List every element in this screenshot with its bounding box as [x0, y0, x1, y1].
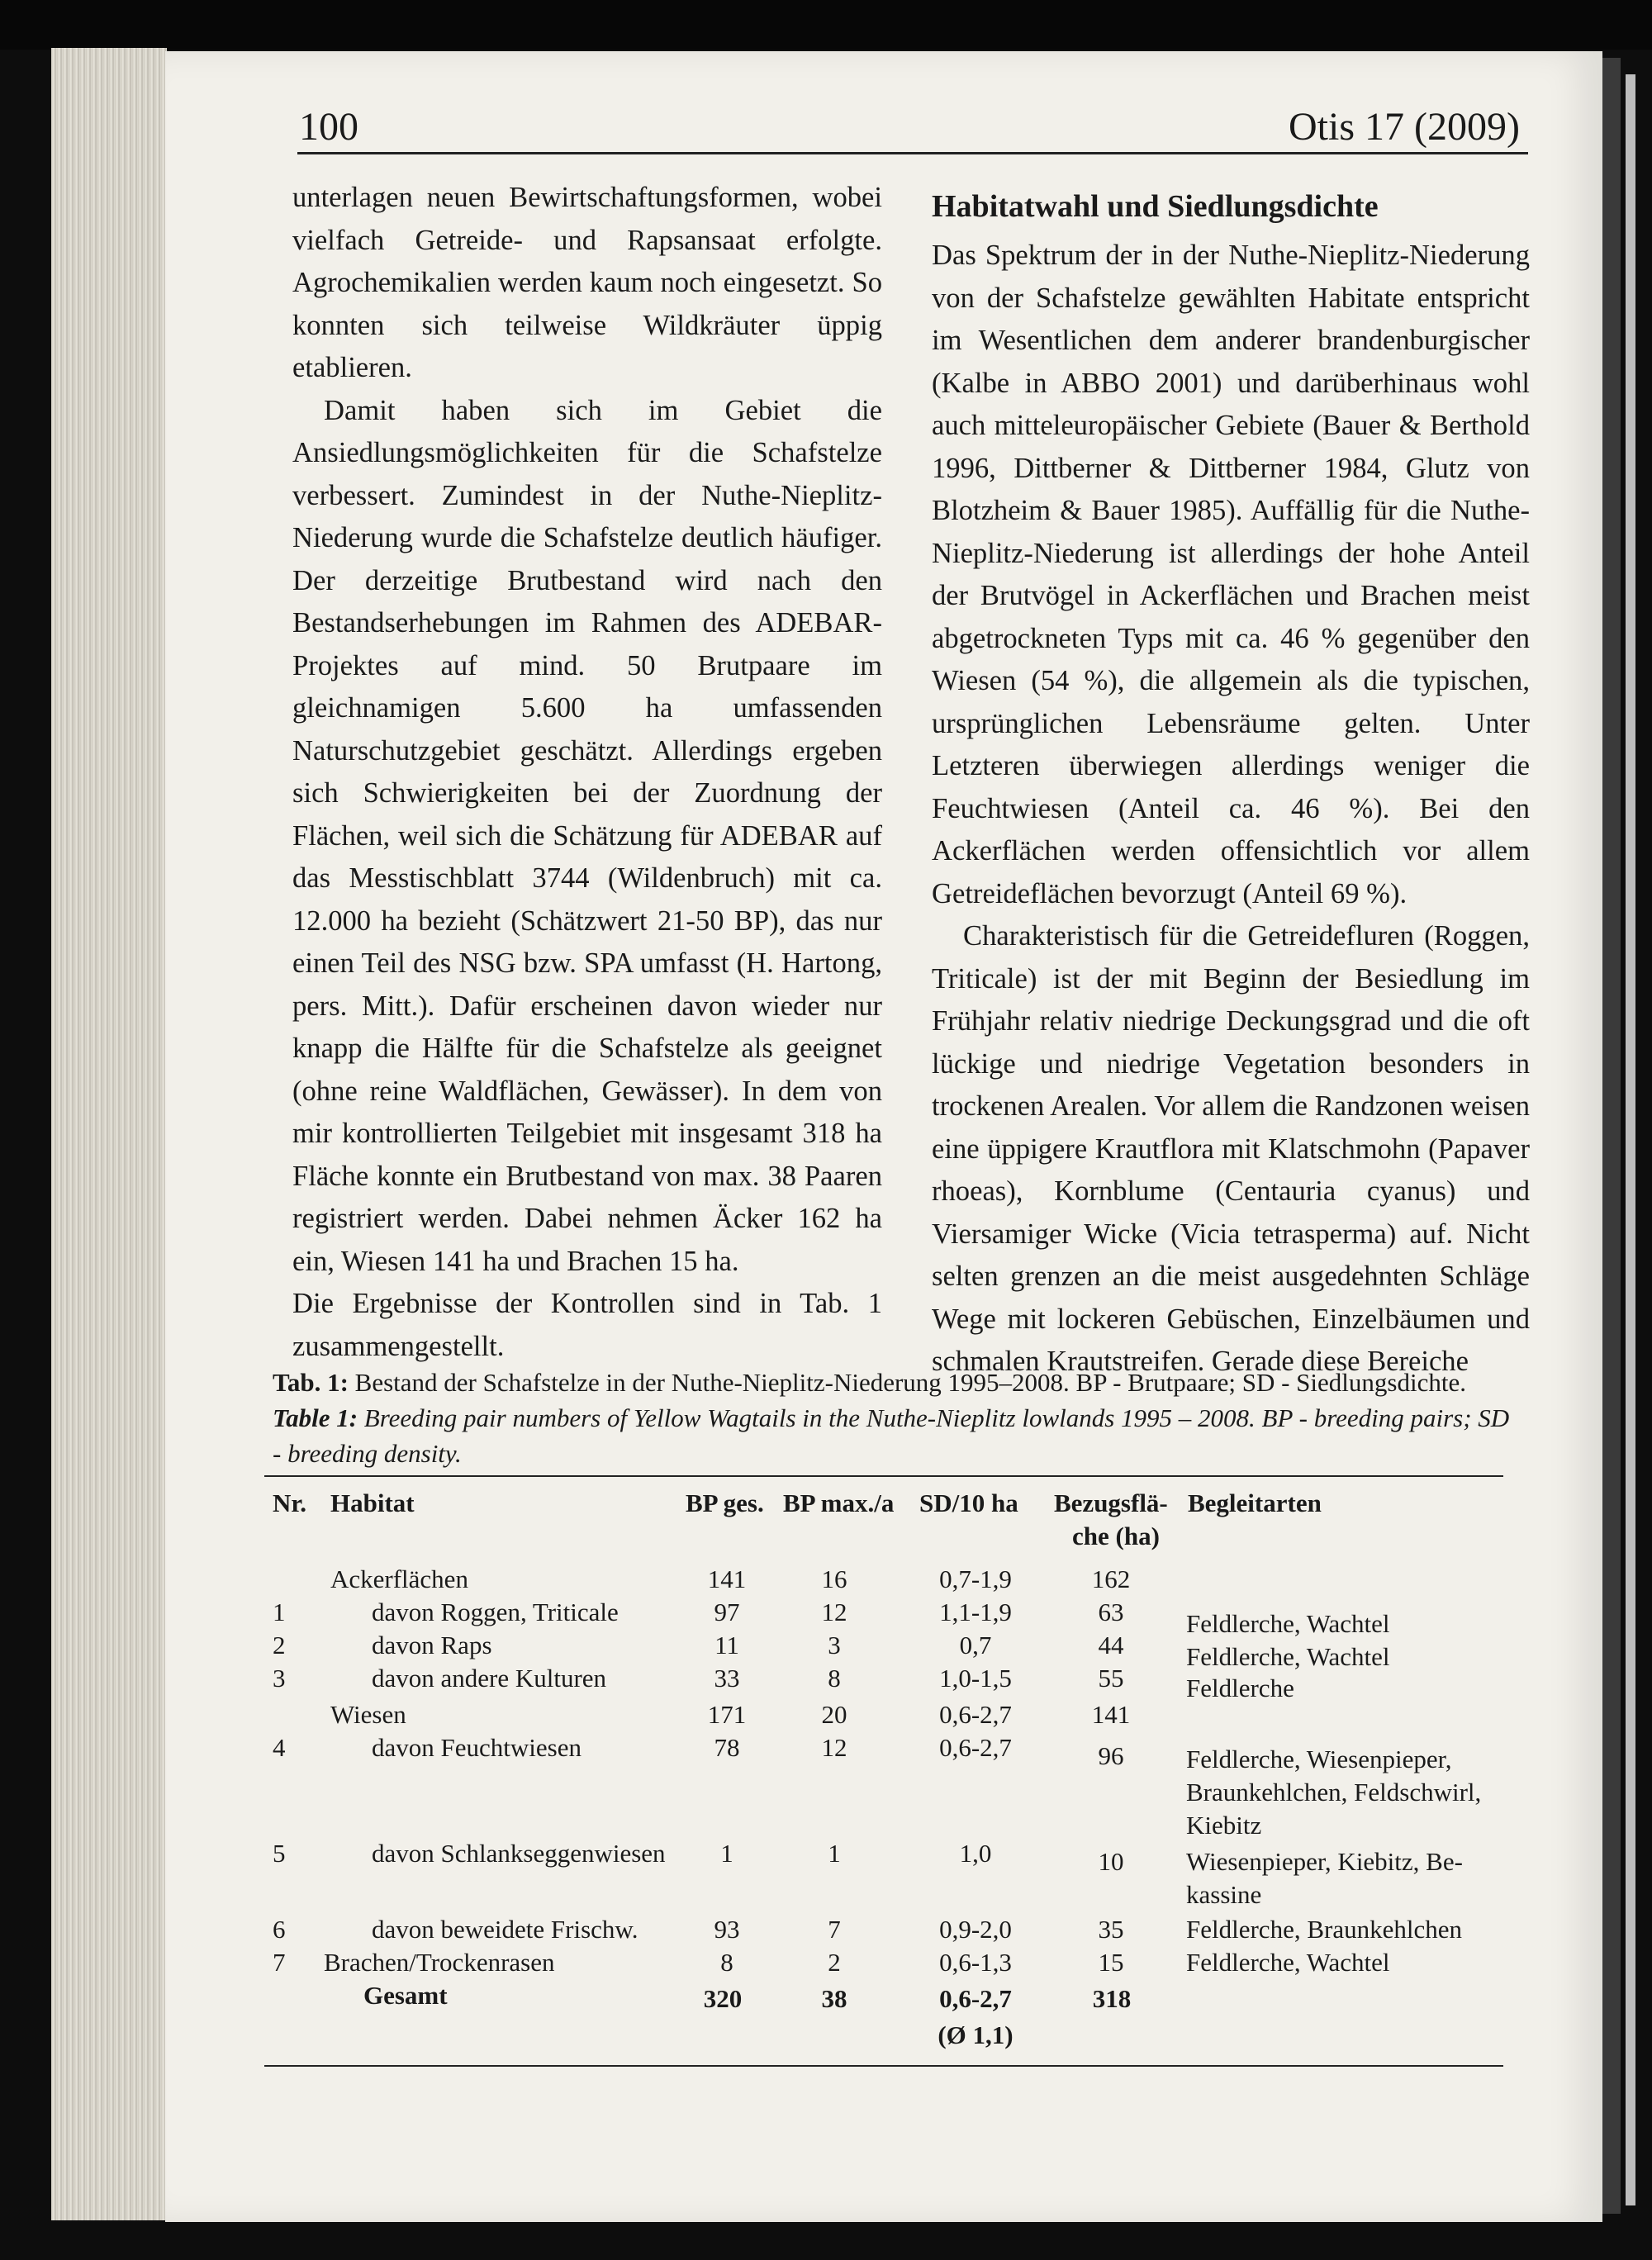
total-sd: 0,6-2,7 [939, 1984, 1012, 2013]
row-3-habitat: davon andere Kulturen [372, 1664, 607, 1693]
row-6-bp-max: 7 [828, 1915, 841, 1944]
total-area: 318 [1092, 1984, 1132, 2013]
row-acker-habitat: Ackerflächen [330, 1564, 468, 1593]
row-acker-area: 162 [1091, 1564, 1131, 1593]
left-paragraph-3: Die Ergebnisse der Kontrollen sind in Tab. 1 zusammengestellt. [292, 1288, 882, 1362]
row-4-species-line1: Feldlerche, Wiesenpieper, [1186, 1745, 1452, 1773]
row-2-species: Feldlerche, Wachtel [1186, 1642, 1390, 1671]
row-6-sd: 0,9-2,0 [939, 1915, 1012, 1944]
row-1-nr: 1 [273, 1598, 286, 1626]
header-bp-max: BP max./a [783, 1488, 895, 1517]
right-paragraph-1: Das Spektrum der in der Nuthe-Nieplitz-Niederung von der Schafstelze gewählten Habitate entspricht im Wesentlichen dem anderer brandenburgischer (Kalbe in ABBO 2001) und darüberhinaus wohl auch mitteleuropäischer Gebiete (Bauer & Berthold 1996, Dittberner & Dittberner 1984, Glutz von Blotzheim & Bauer 1985). Auffällig für die Nuthe-Nieplitz-Niederung ist allerdings der hohe Anteil der Brutvögel in Ackerflächen und Brachen meist abgetrockneten Typs mit ca. 46 % gegenüber den Wiesen (54 %), die allgemein als die typischen, ursprünglichen Lebensräume gelten. Unter Letzteren überwiegen allerdings weniger die Feuchtwiesen (Anteil ca. 46 %). Bei den Ackerflächen werden offensichtlich vor allem Getreideflächen bevorzugt (Anteil 69 %). [932, 240, 1530, 909]
total-label: Gesamt [363, 1981, 448, 2010]
row-4-sd: 0,6-2,7 [939, 1733, 1012, 1762]
row-3-bp-max: 8 [828, 1664, 841, 1693]
page-stack-edges [51, 48, 167, 2220]
row-5-bp-ges: 1 [720, 1839, 733, 1868]
row-5-bp-max: 1 [828, 1839, 841, 1868]
header-rule [297, 152, 1528, 154]
row-1-sd: 1,1-1,9 [939, 1598, 1012, 1626]
row-4-area: 96 [1098, 1741, 1124, 1770]
row-acker-sd: 0,7-1,9 [939, 1564, 1012, 1593]
row-2-nr: 2 [273, 1631, 286, 1659]
row-7-bp-max: 2 [828, 1948, 841, 1977]
row-5-area: 10 [1098, 1847, 1124, 1876]
header-nr: Nr. [273, 1488, 307, 1517]
row-6-habitat: davon beweidete Frischw. [372, 1915, 638, 1944]
binding-shadow [1602, 58, 1621, 2214]
row-6-area: 35 [1098, 1915, 1124, 1944]
header-species: Begleitarten [1188, 1488, 1322, 1517]
row-4-bp-max: 12 [821, 1733, 847, 1762]
row-1-bp-max: 12 [821, 1598, 847, 1626]
total-bp-max: 38 [821, 1984, 847, 2013]
row-7-habitat: Brachen/Trockenrasen [324, 1948, 555, 1977]
header-sd: SD/10 ha [919, 1488, 1018, 1517]
row-2-bp-max: 3 [828, 1631, 841, 1659]
caption-german [273, 1365, 1512, 1400]
row-wiesen-bp-ges: 171 [707, 1700, 747, 1729]
caption-english-label: Table 1: [273, 1403, 358, 1432]
row-6-bp-ges: 93 [714, 1915, 740, 1944]
row-wiesen-habitat: Wiesen [330, 1700, 406, 1729]
header-habitat: Habitat [330, 1488, 415, 1517]
book-top-shadow [0, 0, 1652, 50]
row-1-habitat: davon Roggen, Triticale [372, 1598, 619, 1626]
row-1-area: 63 [1098, 1598, 1124, 1626]
row-7-sd: 0,6-1,3 [939, 1948, 1012, 1977]
table-top-rule [264, 1475, 1503, 1477]
row-2-bp-ges: 11 [714, 1631, 739, 1659]
row-7-species: Feldlerche, Wachtel [1186, 1948, 1390, 1977]
row-7-area: 15 [1098, 1948, 1124, 1977]
page-number: 100 [299, 105, 358, 149]
row-2-area: 44 [1098, 1631, 1124, 1659]
header-area-line1: Bezugsflä- [1054, 1488, 1168, 1517]
total-bp-ges: 320 [703, 1984, 743, 2013]
row-1-bp-ges: 97 [714, 1598, 740, 1626]
right-column [932, 177, 1530, 1384]
row-3-sd: 1,0-1,5 [939, 1664, 1012, 1693]
section-heading: Habitatwahl und Siedlungsdichte [932, 189, 1379, 224]
row-5-species-line2: kassine [1186, 1880, 1262, 1909]
right-paragraph-2: Charakteristisch für die Getreidefluren (Roggen, Triticale) ist der mit Beginn der Besiedlung im Frühjahr relativ niedrige Deckungsgrad und die oft lückige und niedrige Vegetation besonders in trockenen Arealen. Vor allem die Randzonen weisen eine üppigere Krautflora mit Klatschmohn (Papaver rhoeas), Kornblume (Centauria cyanus) und Viersamiger Wicke (Vicia tetrasperma) auf. Nicht selten grenzen an die meist ausgedehnten Schläge Wege mit lockeren Gebüschen, Einzelbäumen und schmalen Krautstreifen. Gerade diese Bereiche [932, 920, 1530, 1377]
row-4-nr: 4 [273, 1733, 286, 1762]
left-column [292, 177, 882, 1368]
left-paragraph-2: Damit haben sich im Gebiet die Ansiedlungsmöglichkeiten für die Schafstelze verbessert. Zumindest in der Nuthe-Nieplitz-Niederung wurde die Schafstelze deutlich häufiger. Der derzeitige Brutbestand wird nach den Bestandserhebungen im Rahmen des ADEBAR-Projektes auf mind. 50 Brutpaare im gleichnamigen 5.600 ha umfassenden Naturschutzgebiet geschätzt. Allerdings ergeben sich Schwierigkeiten bei der Zuordnung der Flächen, weil sich die Schätzung für ADEBAR auf das Messtischblatt 3744 (Wildenbruch) mit ca. 12.000 ha bezieht (Schätzwert 21-50 BP), das nur einen Teil des NSG bzw. SPA umfasst (H. Hartong, pers. Mitt.). Dafür erscheinen davon wieder nur knapp die Hälfte für die Schafstelze als geeignet (ohne reine Waldflächen, Gewässer). In dem von mir kontrollierten Teilgebiet mit insgesamt 318 ha Fläche konnte ein Brutbestand von max. 38 Paaren registriert werden. Dabei nehmen Äcker 162 ha ein, Wiesen 141 ha und Brachen 15 ha. [292, 394, 882, 1277]
caption-english [273, 1400, 1512, 1471]
row-acker-bp-max: 16 [821, 1564, 847, 1593]
row-5-species-line1: Wiesenpieper, Kiebitz, Be- [1186, 1847, 1463, 1876]
row-4-species-line3: Kiebitz [1186, 1811, 1262, 1840]
row-4-species-line2: Braunkehlchen, Feldschwirl, [1186, 1778, 1482, 1807]
total-sd-mean: (Ø 1,1) [938, 2020, 1014, 2049]
row-6-nr: 6 [273, 1915, 286, 1944]
header-bp-ges: BP ges. [686, 1488, 764, 1517]
table-caption [273, 1365, 1512, 1471]
row-3-area: 55 [1098, 1664, 1124, 1693]
left-paragraph-1: unterlagen neuen Bewirtschaftungsformen, wobei vielfach Getreide- und Rapsansaat erfolgte. Agrochemikalien werden kaum noch eingesetzt. So konnten sich teilweise Wildkräuter üppig etablieren. [292, 182, 882, 383]
row-7-nr: 7 [273, 1948, 286, 1977]
journal-citation: Otis 17 (2009) [1289, 105, 1520, 149]
row-wiesen-area: 141 [1091, 1700, 1131, 1729]
row-acker-bp-ges: 141 [707, 1564, 747, 1593]
caption-english-text: Breeding pair numbers of Yellow Wagtails in the Nuthe-Nieplitz lowlands 1995 – 2008. BP - breeding pairs; SD - breeding density. [273, 1403, 1510, 1468]
row-2-sd: 0,7 [959, 1631, 992, 1659]
row-3-bp-ges: 33 [714, 1664, 740, 1693]
row-3-species: Feldlerche [1186, 1674, 1294, 1702]
row-5-sd: 1,0 [959, 1839, 992, 1868]
row-wiesen-sd: 0,6-2,7 [939, 1700, 1012, 1729]
row-5-habitat: davon Schlankseggenwiesen [372, 1839, 666, 1868]
caption-german-text: Bestand der Schafstelze in der Nuthe-Nieplitz-Niederung 1995–2008. BP - Brutpaare; SD - Siedlungsdichte. [354, 1368, 1466, 1397]
caption-german-label: Tab. 1: [273, 1368, 349, 1397]
table-bottom-rule [264, 2065, 1503, 2067]
binding-edge [1626, 74, 1635, 2205]
row-3-nr: 3 [273, 1664, 286, 1693]
row-1-species: Feldlerche, Wachtel [1186, 1609, 1390, 1638]
row-wiesen-bp-max: 20 [821, 1700, 847, 1729]
row-2-habitat: davon Raps [372, 1631, 492, 1659]
row-6-species: Feldlerche, Braunkehlchen [1186, 1915, 1462, 1944]
row-7-bp-ges: 8 [720, 1948, 733, 1977]
row-5-nr: 5 [273, 1839, 286, 1868]
row-4-habitat: davon Feuchtwiesen [372, 1733, 582, 1762]
header-area-line2: che (ha) [1072, 1522, 1160, 1550]
row-4-bp-ges: 78 [714, 1733, 740, 1762]
